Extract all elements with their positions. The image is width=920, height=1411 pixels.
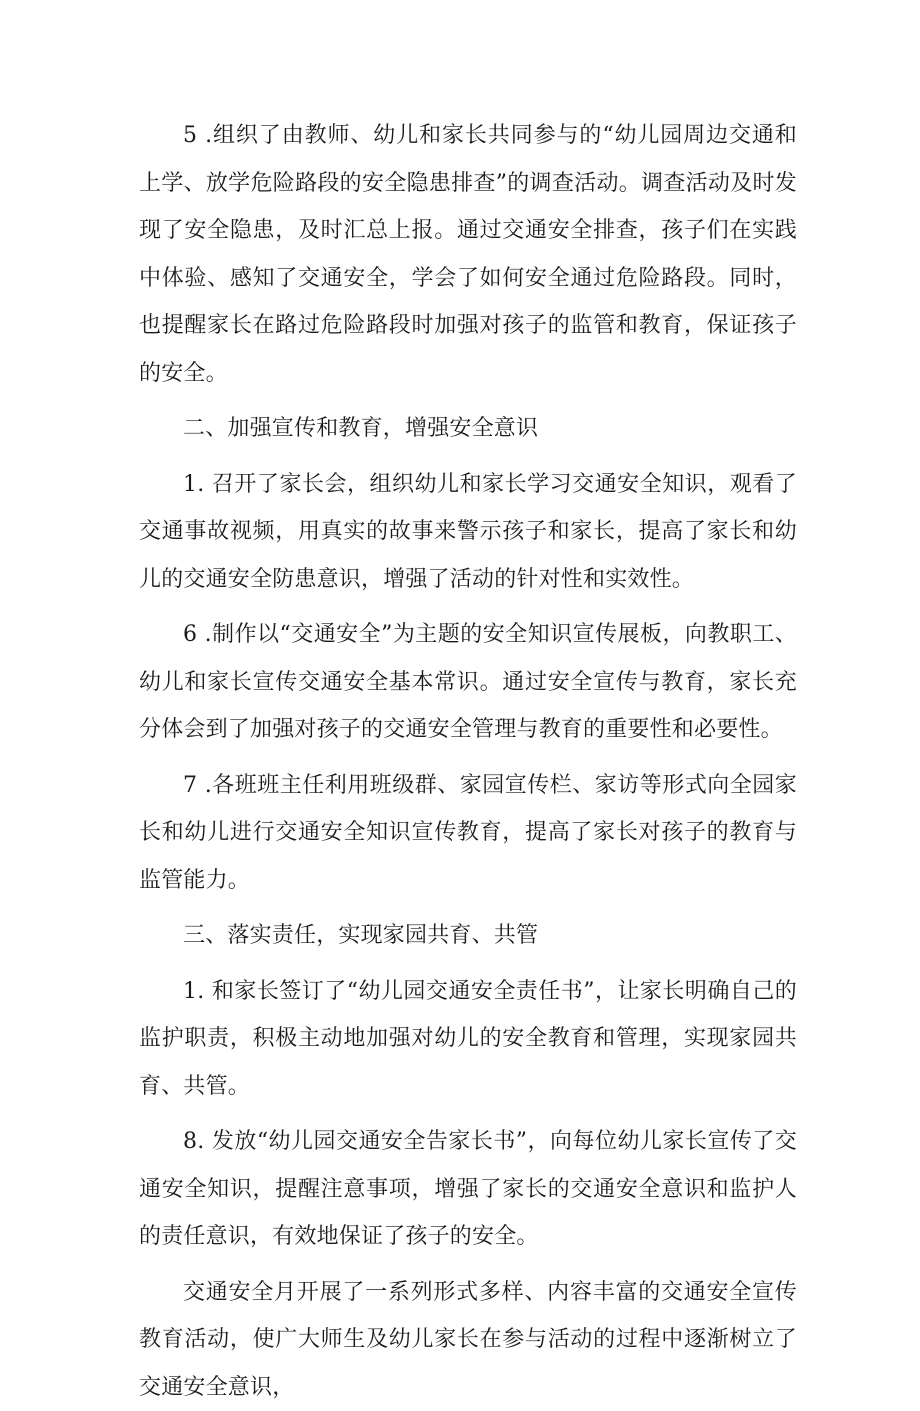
paragraph-item-7-class-teachers: 7 .各班班主任利用班级群、家园宣传栏、家访等形式向全园家长和幼儿进行交通安全知识宣传教育，提高了家长对孩子的教育与监管能力。 (139, 762, 797, 905)
paragraph-item-5-hazard-survey: 5 .组织了由教师、幼儿和家长共同参与的“幼儿园周边交通和上学、放学危险路段的安全隐患排查”的调查活动。调查活动及时发现了安全隐患，及时汇总上报。通过交通安全排查，孩子们在实践中体验、感知了交通安全，学会了如何安全通过危险路段。同时，也提醒家长在路过危险路段时加强对孩子的监管和教育，保证孩子的安全。 (139, 112, 797, 397)
paragraph-summary: 交通安全月开展了一系列形式多样、内容丰富的交通安全宣传教育活动，使广大师生及幼儿家长在参与活动的过程中逐渐树立了交通安全意识， (139, 1269, 797, 1411)
paragraph-item-1-responsibility-letter: 1. 和家长签订了“幼儿园交通安全责任书”，让家长明确自己的监护职责，积极主动地加强对幼儿的安全教育和管理，实现家园共育、共管。 (139, 968, 797, 1111)
section-heading-publicity-education: 二、加强宣传和教育，增强安全意识 (139, 405, 797, 453)
section-heading-responsibility: 三、落实责任，实现家园共育、共管 (139, 912, 797, 960)
paragraph-item-1-parent-meeting: 1. 召开了家长会，组织幼儿和家长学习交通安全知识，观看了交通事故视频，用真实的故事来警示孩子和家长，提高了家长和幼儿的交通安全防患意识，增强了活动的针对性和实效性。 (139, 461, 797, 604)
paragraph-item-6-display-boards: 6 .制作以“交通安全”为主题的安全知识宣传展板，向教职工、幼儿和家长宣传交通安全基本常识。通过安全宣传与教育，家长充分体会到了加强对孩子的交通安全管理与教育的重要性和必要性。 (139, 611, 797, 754)
document-body (139, 112, 797, 1411)
paragraph-item-8-parent-notice: 8. 发放“幼儿园交通安全告家长书”，向每位幼儿家长宣传了交通安全知识，提醒注意事项，增强了家长的交通安全意识和监护人的责任意识，有效地保证了孩子的安全。 (139, 1118, 797, 1261)
